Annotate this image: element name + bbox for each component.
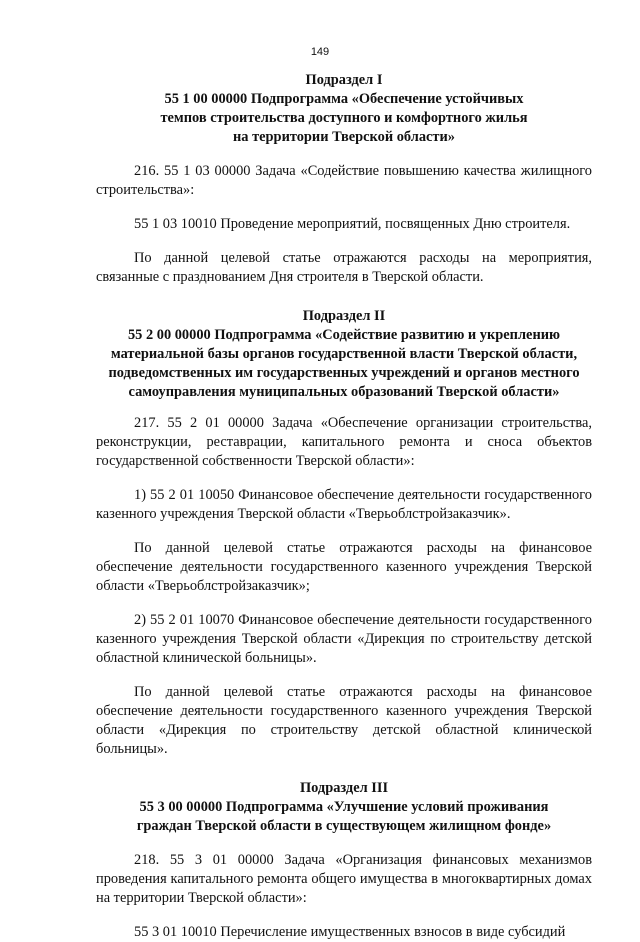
page-number: 149: [310, 46, 330, 58]
section-heading-3: [96, 779, 592, 836]
paragraph: 1) 55 2 01 10050 Финансовое обеспечение деятельности государственного казенного учреждения Тверской области «Тверьоблстройзаказчик».: [96, 487, 592, 522]
section-heading-line: подведомственных им государственных учреждений и органов местного: [108, 365, 580, 381]
section-heading-line: на территории Тверской области»: [233, 129, 455, 145]
paragraph: 216. 55 1 03 00000 Задача «Содействие повышению качества жилищного строительства»:: [96, 163, 592, 198]
paragraph: По данной целевой статье отражаются расходы на финансовое обеспечение деятельности государственного казенного учреждения Тверской области «Тверьоблстройзаказчик»;: [96, 540, 592, 594]
section-heading-line: самоуправления муниципальных образований Тверской области»: [128, 384, 560, 400]
section-title: Подраздел III: [299, 780, 389, 796]
paragraph: 55 1 03 10010 Проведение мероприятий, посвященных Дню строителя.: [134, 216, 571, 232]
section-heading-line: 55 1 00 00000 Подпрограмма «Обеспечение устойчивых: [164, 91, 524, 107]
section-title: Подраздел I: [305, 72, 383, 88]
document-body: [96, 71, 592, 942]
paragraph: 2) 55 2 01 10070 Финансовое обеспечение деятельности государственного казенного учреждения Тверской области «Дирекция по строительству детской областной клинической больницы».: [96, 612, 592, 666]
paragraph: 217. 55 2 01 00000 Задача «Обеспечение организации строительства, реконструкции, реставрации, капитального ремонта и сноса объектов государственной собственности Тверской области»:: [96, 415, 592, 469]
paragraph: 218. 55 3 01 00000 Задача «Организация финансовых механизмов проведения капитального ремонта общего имущества в многоквартирных домах на территории Тверской области»:: [96, 852, 592, 906]
section-heading-line: материальной базы органов государственной власти Тверской области,: [110, 346, 578, 362]
section-title: Подраздел II: [302, 308, 386, 324]
section-heading-line: темпов строительства доступного и комфортного жилья: [160, 110, 528, 126]
paragraph: 55 3 01 10010 Перечисление имущественных взносов в виде субсидий: [134, 924, 566, 940]
section-heading-line: граждан Тверской области в существующем жилищном фонде»: [136, 818, 552, 834]
section-heading-line: 55 2 00 00000 Подпрограмма «Содействие развитию и укреплению: [127, 327, 561, 343]
paragraph: По данной целевой статье отражаются расходы на финансовое обеспечение деятельности государственного казенного учреждения Тверской области «Дирекция по строительству детской областной клинической больницы».: [96, 684, 592, 757]
section-heading-line: 55 3 00 00000 Подпрограмма «Улучшение условий проживания: [139, 799, 549, 815]
section-heading-1: [96, 71, 592, 147]
section-heading-2: [96, 307, 592, 402]
paragraph: По данной целевой статье отражаются расходы на мероприятия, связанные с празднованием Дня строителя в Тверской области.: [96, 250, 592, 285]
